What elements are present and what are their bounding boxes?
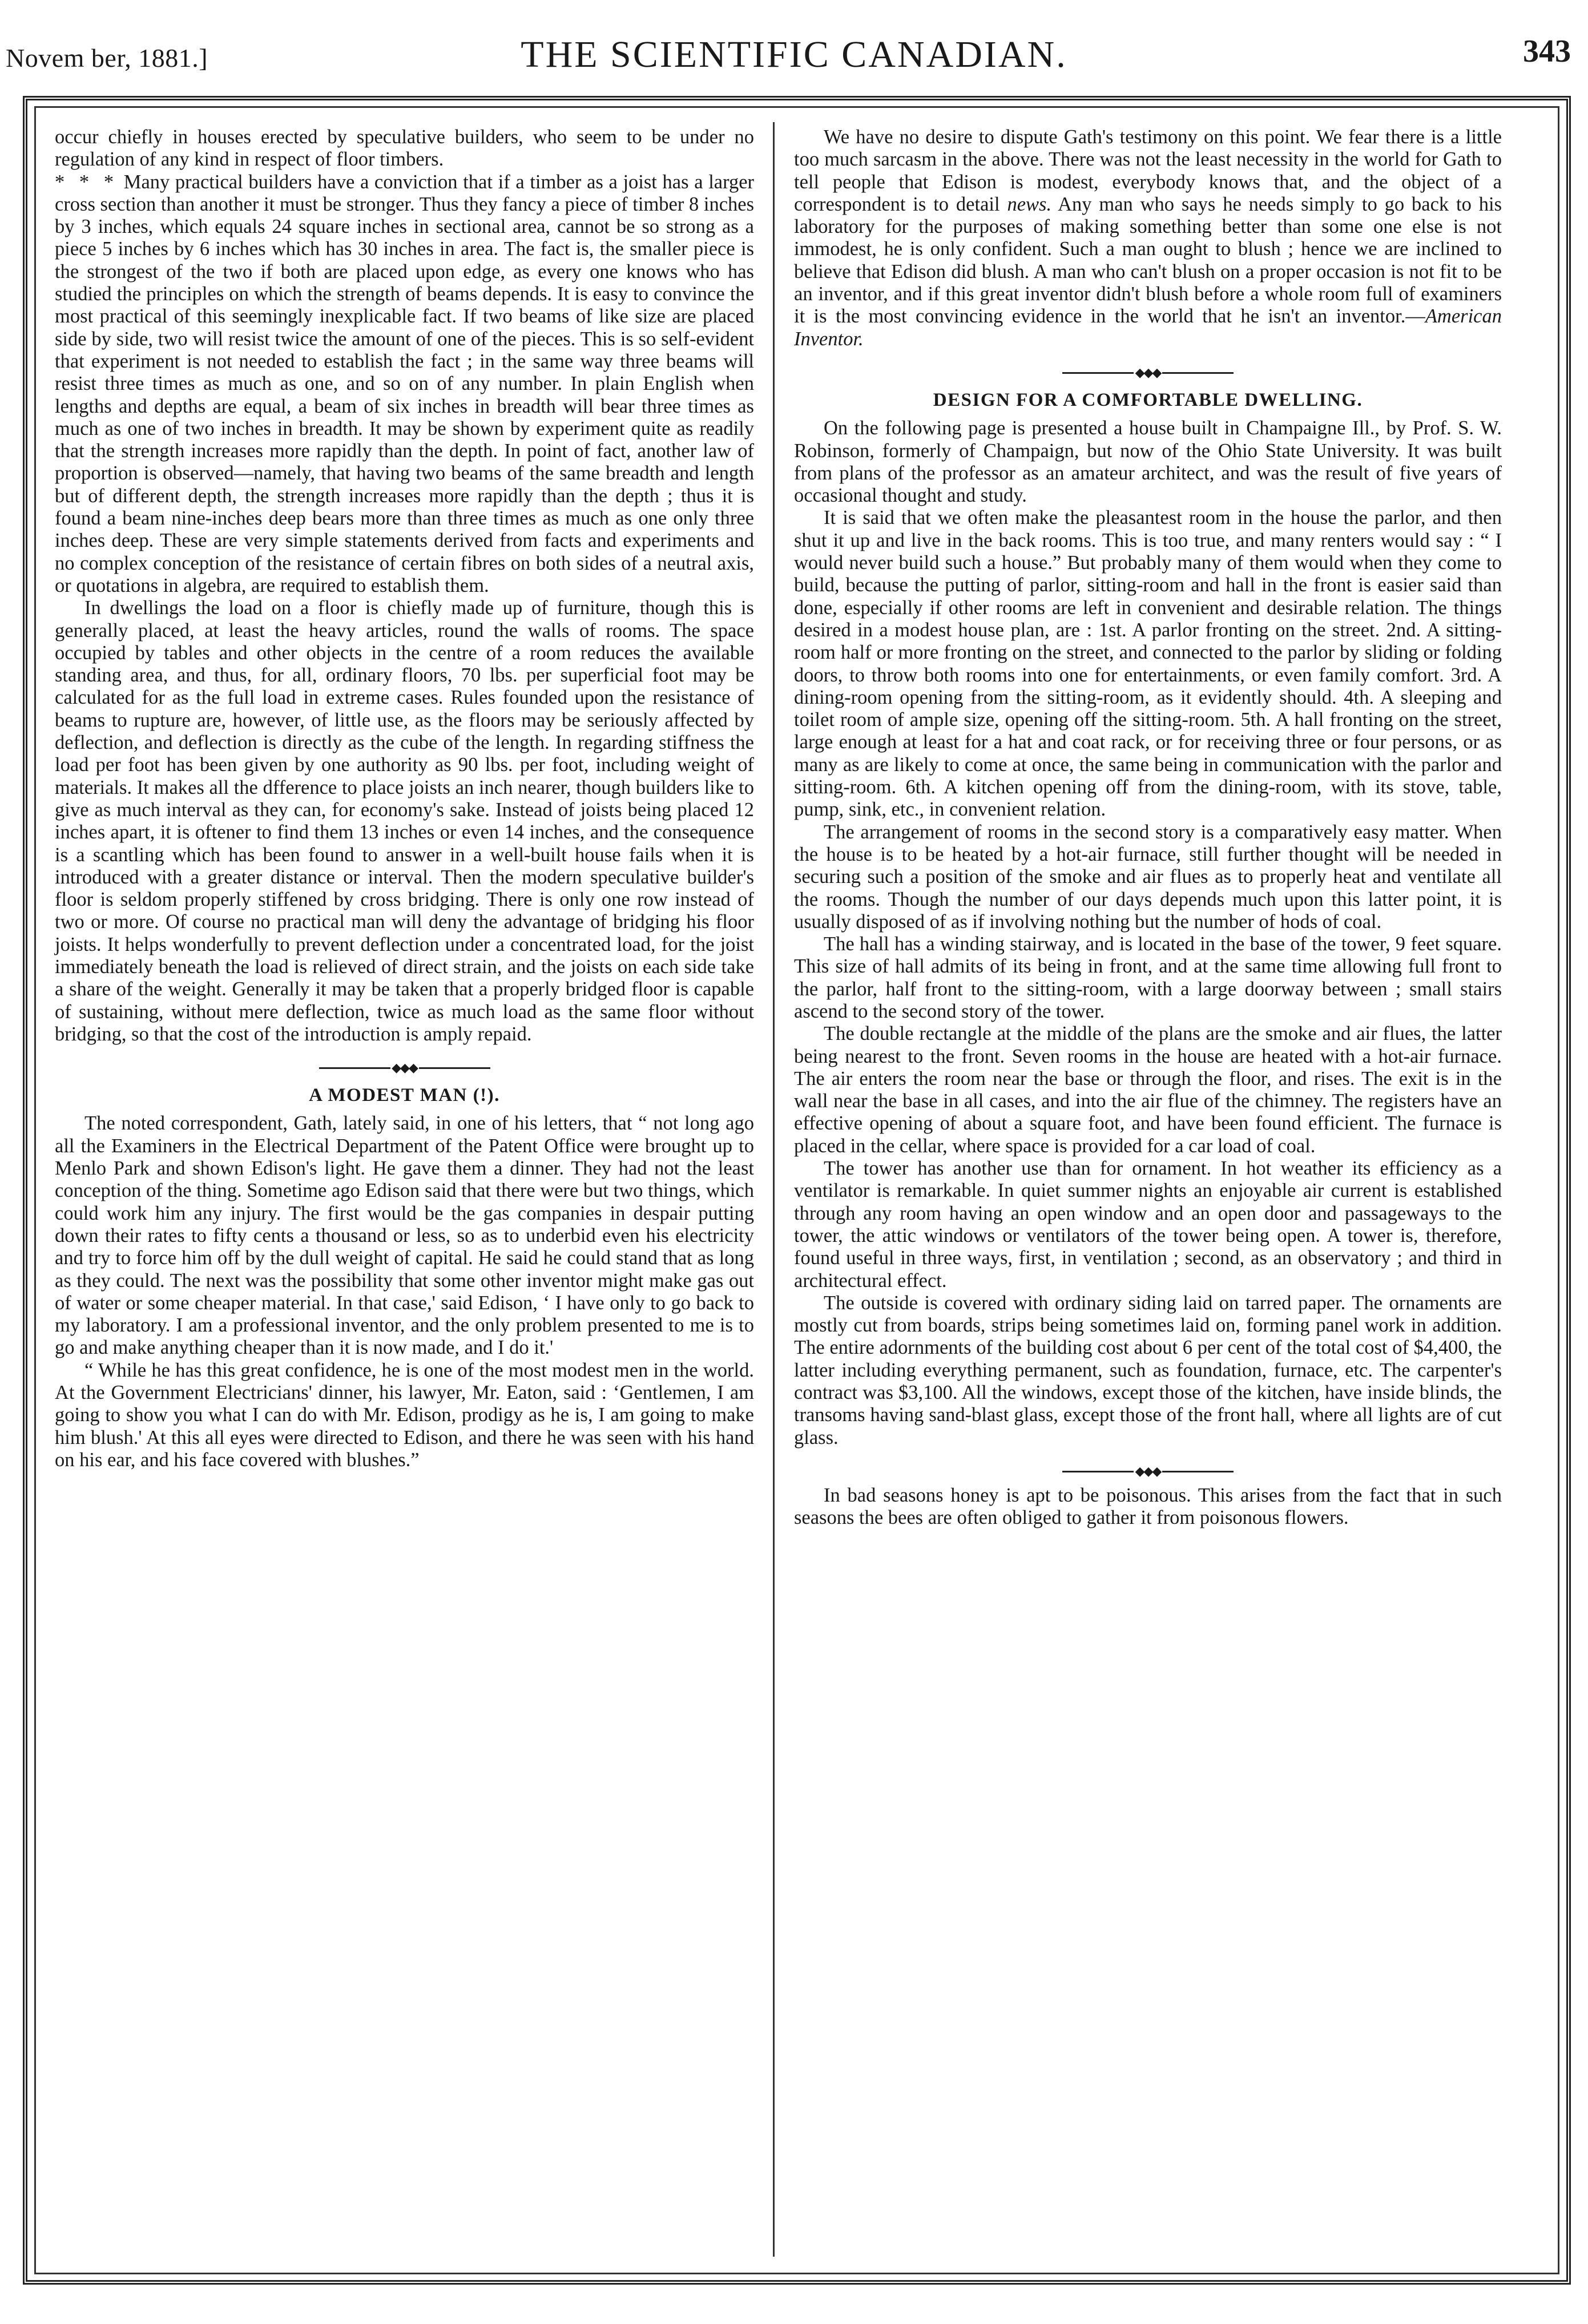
divider-ornament-icon: ◆◆◆ bbox=[390, 1061, 419, 1075]
left-column bbox=[55, 126, 754, 1471]
section-divider bbox=[319, 1059, 490, 1076]
page-frame bbox=[23, 96, 1571, 2285]
gath-text-cont: Any man who says he needs simply to go back to his laboratory for the purposes of making something better than some one else is not immodest, he is only confident. Such a man ought to blush ; hence we are inclined to believe that Edison did blush. A man who can't blush on a proper occasion is not fit to be an inventor, and if this great inventor didn't blush before a whole room full of examiners it is the most convincing evidence in the world that he isn't an inventor.— bbox=[794, 193, 1502, 328]
dwelling-paragraph-4: The hall has a winding stairway, and is located in the base of the tower, 9 feet square. This size of hall admits of its being in front, and at the same time allowing full front to the parlor, half front to the sitting-room, with a large doorway between ; small stairs ascend to the second story of the tower. bbox=[794, 933, 1502, 1022]
modest-man-heading: A MODEST MAN (!). bbox=[309, 1085, 500, 1106]
modest-man-paragraph-1: The noted correspondent, Gath, lately said, in one of his letters, that “ not long ago all the Examiners in the Electrical Department of the Patent Office were brought up to Menlo Park and shown Edison's light. He gave them a dinner. They had not the least conception of the thing. Sometime ago Edison said that there were but two things, which could work him any injury. The first would be the gas companies in despair putting down their rates to fifty cents a thousand or less, so as to underbid even his electricity and try to force him off by the dull weight of capital. He said he could stand that as long as they could. The next was the possibility that some other inventor might make gas out of water or some cheaper material. In that case,' said Edison, ‘ I have only to go back to my laboratory. I am a professional inventor, and the only problem presented to me is to go and make anything cheaper than it is now made, and I do it.' bbox=[55, 1112, 754, 1359]
news-emphasis: news. bbox=[1007, 193, 1052, 215]
dwelling-paragraph-6: The tower has another use than for ornament. In hot weather its efficiency as a ventilator is remarkable. In quiet summer nights an enjoyable air current is established through any room having an open window and an open door and passageways to the tower, the attic windows or ventilators of the tower being open. A tower is, therefore, found useful in three ways, first, in ventilation ; second, as an observatory ; and third in architectural effect. bbox=[794, 1157, 1502, 1292]
floor-timbers-paragraph-2: In dwellings the load on a floor is chiefly made up of furniture, though this is generally placed, at least the heavy articles, round the walls of rooms. The space occupied by tables and other objects in the centre of a room reduces the available standing area, and thus, for all, ordinary floors, 70 lbs. per superficial foot may be calculated for as the full load in extreme cases. Rules founded upon the resistance of beams to rupture are, however, of little use, as the floors may be seriously affected by deflection, and deflection is directly as the cube of the length. In regarding stiffness the load per foot has been given by one authority as 90 lbs. per foot, including weight of materials. It makes all the dfference to place joists an inch nearer, though builders like to give as much interval as they can, for economy's sake. Instead of joists being placed 12 inches apart, it is oftener to find them 13 inches or even 14 inches, and the consequence is a scantling which has been found to answer in a well-built house fails when it is introduced with a greater distance or interval. Then the modern speculative builder's floor is seldom properly stiffened by cross bridging. There is only one row instead of two or more. Of course no practical man will deny the advantage of bridging his floor joists. It helps wonderfully to prevent deflection under a concentrated load, for the joist immediately beneath the load is relieved of direct strain, and the joists on each side take a share of the weight. Generally it may be taken that a properly bridged floor is capable of sustaining, without mere deflection, twice as much load as the same floor without bridging, so that the cost of the introduction is amply repaid. bbox=[55, 597, 754, 1045]
publication-title: THE SCIENTIFIC CANADIAN. bbox=[521, 34, 1067, 75]
gath-commentary-paragraph bbox=[794, 126, 1502, 350]
dwelling-paragraph-3: The arrangement of rooms in the second story is a comparatively easy matter. When the house is to be heated by a hot-air furnace, still further thought will be needed in securing such a position of the smoke and air flues as to properly heat and ventilate all the rooms. Though the number of our days depends much upon this latter point, it is usually disposed of as if involving nothing but the number of hods of coal. bbox=[794, 821, 1502, 933]
floor-timbers-text-1: occur chiefly in houses erected by speculative builders, who seem to be under no regulation of any kind in respect of floor timbers. bbox=[55, 126, 754, 171]
issue-date: Novem ber, 1881.] bbox=[6, 43, 208, 72]
ellipsis-stars: * * * bbox=[55, 171, 119, 193]
dwelling-heading: DESIGN FOR A COMFORTABLE DWELLING. bbox=[933, 389, 1363, 410]
gath-text: We have no desire to dispute Gath's testimony on this point. We fear there is a little too much sarcasm in the above. There was not the least necessity in the world for Gath to tell people that Edison is modest, everybody knows that, and the object of a correspondent is to detail bbox=[794, 126, 1502, 215]
dwelling-paragraph-2: It is said that we often make the pleasantest room in the house the parlor, and then shut it up and live in the back rooms. This is too true, and many renters would say : “ I would never build such a house.” But probably many of them would when they come to build, because the putting of parlor, sitting-room and hall in the front is easier said than done, especially if other rooms are left in convenient and desirable relation. The things desired in a modest house plan, are : 1st. A parlor fronting on the street. 2nd. A sitting-room half or more fronting on the street, and connected to the parlor by sliding or folding doors, to throw both rooms into one for entertainments, or even family comfort. 3rd. A dining-room opening from the sitting-room, as it evidently should. 4th. A sleeping and toilet room of ample size, opening off the sitting-room. 5th. A hall fronting on the street, large enough at least for a hat and coat rack, or for receiving three or four persons, or as many as are likely to come at once, the same being in communication with the parlor and sitting-room. 6th. A kitchen opening off from the dining-room, with its stove, table, pump, sink, etc., in convenient relation. bbox=[794, 507, 1502, 821]
divider-ornament-icon: ◆◆◆ bbox=[1134, 1464, 1162, 1478]
modest-man-paragraph-2: “ While he has this great confidence, he is one of the most modest men in the world. At the Government Electricians' dinner, his lawyer, Mr. Eaton, said : ‘Gentlemen, I am going to show you what I can do with Mr. Edison, prodigy as he is, I am going to make him blush.' At this all eyes were directed to Edison, and there he was seen with his hand on his ear, and his face covered with blushes.” bbox=[55, 1359, 754, 1471]
running-head bbox=[0, 0, 1588, 86]
section-divider bbox=[1062, 364, 1234, 381]
floor-timbers-paragraph-1 bbox=[55, 126, 754, 597]
honey-paragraph: In bad seasons honey is apt to be poisonous. This arises from the fact that in such seasons the bees are often obliged to gather it from poisonous flowers. bbox=[794, 1484, 1502, 1529]
floor-timbers-text-1b: Many practical builders have a conviction that if a timber as a joist has a larger cross section than another it must be stronger. Thus they fancy a piece of timber 8 inches by 3 inches, which equals 24 square inches in sectional area, cannot be so strong as a piece 5 inches by 6 inches which has 30 inches in area. The fact is, the smaller piece is the strongest of the two if both are placed upon edge, as every one knows who has studied the principles on which the strength of beams depends. It is easy to convince the most practical of this seemingly inexplicable fact. If two beams of like size are placed side by side, two will resist twice the amount of one of the pieces. This is so self-evident that experiment is not needed to establish the fact ; in the same way three beams will resist three times as much as one, and so on of any number. In plain English when lengths and depths are equal, a beam of six inches in breadth will bear three times as much as one of two inches in breadth. It may be shown by experiment quite as readily that the strength increases more rapidly than the depth. In point of fact, another law of proportion is observed—namely, that having two beams of the same breadth and length but of different depth, the strength increases more rapidly than the depth ; thus it is found a beam nine-inches deep bears more than three times as much as one only three inches deep. These are very simple statements derived from facts and experiments and no complex conception of the resistance of certain fibres on both sides of a neutral axis, or quotations in algebra, are required to establish them. bbox=[55, 171, 755, 596]
dwelling-paragraph-7: The outside is covered with ordinary siding laid on tarred paper. The ornaments are mostly cut from boards, strips being sometimes laid on, forming panel work in addition. The entire adornments of the building cost about 6 per cent of the total cost of $4,400, the latter including everything permanent, such as foundation, furnace, etc. The carpenter's contract was $3,100. All the windows, except those of the kitchen, have inside blinds, the transoms having sand-blast glass, except those of the front hall, where all lights are of cut glass. bbox=[794, 1292, 1502, 1449]
source-credit: American Inventor. bbox=[794, 305, 1502, 350]
dwelling-paragraph-1: On the following page is presented a house built in Champaigne Ill., by Prof. S. W. Robinson, formerly of Champaign, but now of the Ohio State University. It was built from plans of the professor as an amateur architect, and was the result of five years of occasional thought and study. bbox=[794, 417, 1502, 507]
section-divider bbox=[1062, 1463, 1234, 1480]
dwelling-paragraph-5: The double rectangle at the middle of the plans are the smoke and air flues, the latter being nearest to the front. Seven rooms in the house are heated with a hot-air furnace. The air enters the room near the base or through the floor, and rises. The exit is in the wall near the base in all cases, and into the air flue of the chimney. The registers have an effective opening of about a square foot, and have been found efficient. The furnace is placed in the cellar, where space is provided for a car load of coal. bbox=[794, 1023, 1502, 1157]
right-column bbox=[794, 126, 1502, 1530]
column-rule bbox=[773, 122, 775, 2257]
page-number: 343 bbox=[1523, 34, 1571, 69]
divider-ornament-icon: ◆◆◆ bbox=[1134, 366, 1162, 380]
